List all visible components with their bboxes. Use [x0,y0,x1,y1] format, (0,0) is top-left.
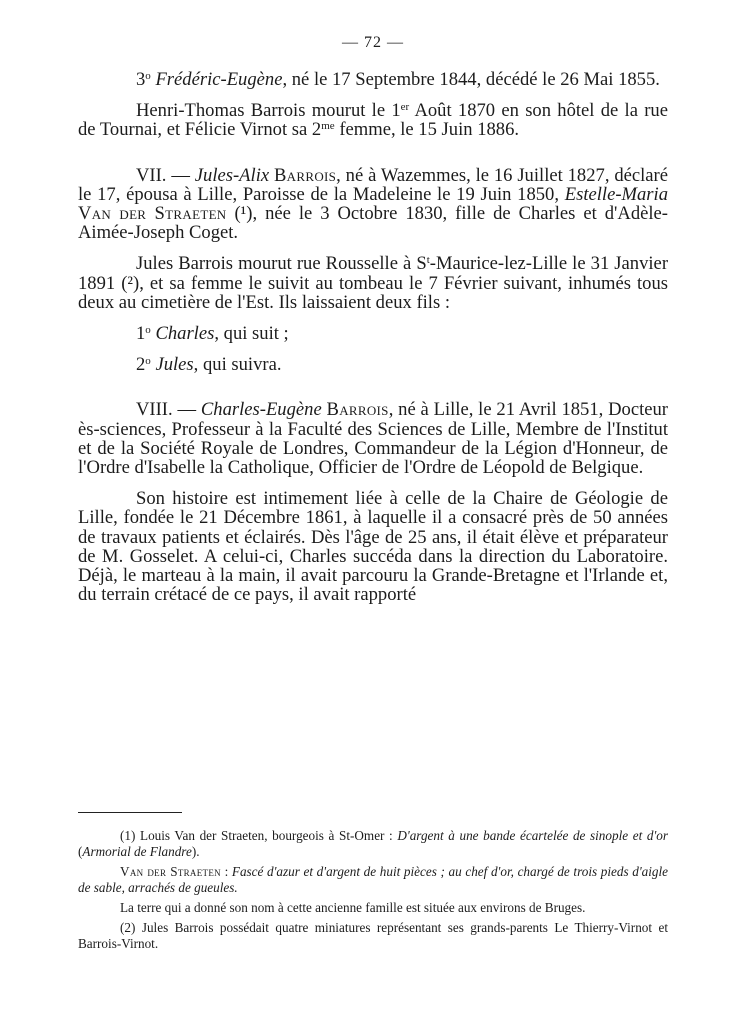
son-list-item: 2$^o$ Jules, qui suivra. [136,354,282,376]
footnote-divider [78,812,182,813]
footnotes [78,828,668,952]
document-page [78,0,668,1024]
son-list-item: 1$^o$ Charles, qui suit ; [136,323,289,345]
paragraph-frederic-eugene: 3$^o$ Frédéric-Eugène, né le 17 Septembre 1844, décédé le 26 Mai 1855. [136,69,660,90]
person-name: Frédéric-Eugène [155,69,283,90]
paragraph-henri-thomas: Henri-Thomas Barrois mourut le 1er Août 1870 en son hôtel de la rue de Tournai, et Félicie Virnot sa $2^{me}$ femme, le 15 Juin 1886. [78,100,668,141]
paragraph-vii-jules-alix: VII. — Jules-Alix Barrois, né à Wazemmes, le 16 Juillet 1827, déclaré le 17, épousa à Lille, Paroisse de la Madeleine le 19 Juin 1850, Estelle-Maria Van der Straeten (¹), née le 3 Octobre 1830, fille de Charles et d'Adèle-Aimée-Joseph Coget. [78,164,668,244]
footnote-ref-2: (²) [121,272,140,294]
paragraph-viii-charles-eugene: VIII. — Charles-Eugène Barrois, né à Lille, le 21 Avril 1851, Docteur ès-sciences, Professeur à la Faculté des Sciences de Lille, Membre de l'Institut et de la Société Royale de Londres, Commandeur de la Légion d'Honneur, de l'Ordre d'Isabelle la Catholique, Officier de l'Ordre de Léopold de Belgique. [78,399,668,479]
footnote-1: (1) Louis Van der Straeten, bourgeois à St-Omer : D'argent à une bande écartelée de sinople et d'or (Armorial de Flandre). [78,828,669,859]
footnote-ref-1: (¹) [234,203,253,225]
paragraph-jules-death: Jules Barrois mourut rue Rousselle à $S^t-Maurice-lez$-Lille le 31 Janvier 1891 (²), et sa femme le suivit au tombeau le 7 Février suivant, inhumés tous deux au cimetière de l'Est. Ils laissaient deux fils : [78,253,669,313]
footnote-1-blazon: Van der Straeten : Fascé d'azur et d'argent de huit pièces ; au chef d'or, chargé de trois pieds d'aigle de sable, arrachés de gueules. [78,864,669,895]
footnote-1-origin: La terre qui a donné son nom à cette ancienne famille est située aux environs de Bruges. [120,900,586,915]
paragraph-history: Son histoire est intimement liée à celle de la Chaire de Géologie de Lille, fondée le 21 Décembre 1861, à laquelle il a consacré près de 50 années de travaux patients et éclairés. Dès l'âge de 25 ans, il était élève et préparateur de M. Gosselet. A celui-ci, Charles succéda dans la direction du Laboratoire. Déjà, le marteau à la main, il avait parcouru la Grande-Bretagne et l'Irlande et, du terrain crétacé de ce pays, il avait rapporté [78,488,668,606]
page-number: — 72 — [342,34,404,51]
main-text [78,70,668,604]
footnote-2: (2) Jules Barrois possédait quatre miniatures représentant ses grands-parents Le Thierry-Virnot et Barrois-Virnot. [78,920,668,951]
